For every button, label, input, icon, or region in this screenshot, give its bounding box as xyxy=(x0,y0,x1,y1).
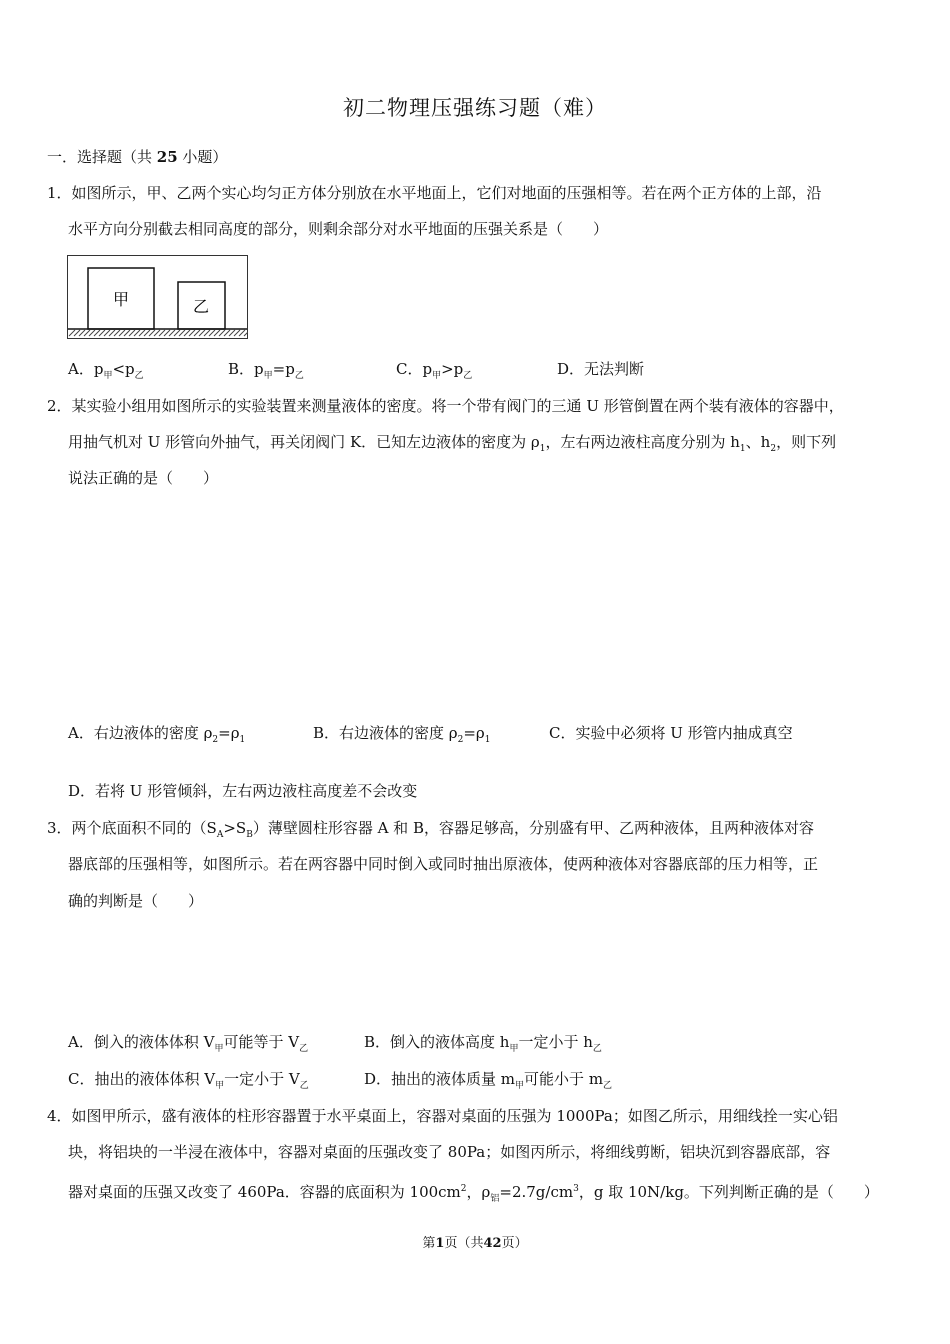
q2-line2: 用抽气机对 U 形管向外抽气，再关闭阀门 K．已知左边液体的密度为 $\rho_1$，左右两边液柱高度分别为 $h_1$、$h_2$，则下列 xyxy=(68,433,837,454)
hatch-stroke xyxy=(124,330,130,336)
q1-option-c: C．$p_甲>p_乙$ xyxy=(396,360,473,381)
hatch-stroke xyxy=(129,330,135,336)
hatch-stroke xyxy=(169,330,175,336)
hatch-stroke xyxy=(104,330,110,336)
q2-option-c: C．实验中必须将 U 形管内抽成真空 xyxy=(549,724,793,742)
hatch-stroke xyxy=(229,330,235,336)
q1-option-d: D．无法判断 xyxy=(557,360,645,378)
ground-hatch xyxy=(69,330,248,336)
q3-line3: 确的判断是（ ） xyxy=(68,892,204,910)
q3-line2: 器底部的压强相等，如图所示。若在两容器中同时倒入或同时抽出原液体，使两种液体对容器底部的压力相等，正 xyxy=(68,855,819,873)
hatch-stroke xyxy=(114,330,120,336)
q3-option-a: A．倒入的液体体积 $V_甲$可能等于 $V_乙$ xyxy=(68,1033,309,1054)
q2-option-a: A．右边液体的密度 $\rho_2=\rho_1$ xyxy=(68,724,246,745)
q4-line3: 器对桌面的压强又改变了 460Pa．容器的底面积为 $100cm^2$，$\rho_铝=2.7g/cm^3$，g 取 10N/kg。下列判断正确的是（ ） xyxy=(68,1183,879,1204)
hatch-stroke xyxy=(174,330,180,336)
hatch-stroke xyxy=(239,330,245,336)
hatch-stroke xyxy=(214,330,220,336)
hatch-stroke xyxy=(184,330,190,336)
q1-line2: 水平方向分别截去相同高度的部分，则剩余部分对水平地面的压强关系是（ ） xyxy=(68,220,609,238)
q3-option-c: C．抽出的液体体积 $V_甲$一定小于 $V_乙$ xyxy=(68,1070,309,1091)
q2-line1: 2．某实验小组用如图所示的实验装置来测量液体的密度。将一个带有阀门的三通 U 形管倒置在两个装有液体的容器中， xyxy=(47,397,844,415)
q1-option-a: A．$p_甲<p_乙$ xyxy=(68,360,144,381)
q2-line3: 说法正确的是（ ） xyxy=(68,469,219,487)
section-suffix: 小题） xyxy=(177,148,228,166)
hatch-stroke xyxy=(149,330,155,336)
hatch-stroke xyxy=(219,330,225,336)
hatch-stroke xyxy=(139,330,145,336)
q1-figure-cubes xyxy=(67,255,248,339)
hatch-stroke xyxy=(84,330,90,336)
q2-option-d: D．若将 U 形管倾斜，左右两边液柱高度差不会改变 xyxy=(68,782,418,800)
hatch-stroke xyxy=(109,330,115,336)
hatch-stroke xyxy=(144,330,150,336)
hatch-stroke xyxy=(224,330,230,336)
hatch-stroke xyxy=(74,330,80,336)
q1-line1: 1．如图所示，甲、乙两个实心均匀正方体分别放在水平地面上，它们对地面的压强相等。若在两个正方体的上部，沿 xyxy=(47,184,822,202)
page-footer: 第1页（共42页） xyxy=(422,1236,528,1251)
hatch-stroke xyxy=(94,330,100,336)
section-heading xyxy=(47,146,227,167)
hatch-stroke xyxy=(164,330,170,336)
section-prefix: 一．选择题（共 xyxy=(47,148,157,166)
hatch-stroke xyxy=(189,330,195,336)
q4-line1: 4．如图甲所示，盛有液体的柱形容器置于水平桌面上，容器对桌面的压强为 1000Pa；如图乙所示，用细线拴一实心铝 xyxy=(47,1107,838,1125)
page-title: 初二物理压强练习题（难） xyxy=(343,96,607,120)
q3-option-d: D．抽出的液体质量 $m_甲$可能小于 $m_乙$ xyxy=(364,1070,613,1091)
hatch-stroke xyxy=(199,330,205,336)
hatch-stroke xyxy=(99,330,105,336)
hatch-stroke xyxy=(79,330,85,336)
hatch-stroke xyxy=(179,330,185,336)
hatch-stroke xyxy=(134,330,140,336)
q4-line2: 块，将铝块的一半浸在液体中，容器对桌面的压强改变了 80Pa；如图丙所示，将细线剪断，铝块沉到容器底部，容 xyxy=(68,1143,831,1161)
hatch-stroke xyxy=(234,330,240,336)
q2-option-b: B．右边液体的密度 $\rho_2=\rho_1$ xyxy=(313,724,491,745)
hatch-stroke xyxy=(194,330,200,336)
cube-yi-label: 乙 xyxy=(192,297,210,316)
q3-line1: 3．两个底面积不同的$(S_A>S_B)$薄壁圆柱形容器 A 和 B，容器足够高，分别盛有甲、乙两种液体，且两种液体对容 xyxy=(47,819,814,840)
hatch-stroke xyxy=(69,330,75,336)
cube-jia-label: 甲 xyxy=(112,290,130,309)
hatch-stroke xyxy=(209,330,215,336)
q1-option-b: B．$p_甲=p_乙$ xyxy=(228,360,304,381)
section-count: 25 xyxy=(156,148,178,166)
q3-option-b: B．倒入的液体高度 $h_甲$一定小于 $h_乙$ xyxy=(364,1033,602,1054)
hatch-stroke xyxy=(159,330,165,336)
hatch-stroke xyxy=(204,330,210,336)
hatch-stroke xyxy=(89,330,95,336)
hatch-stroke xyxy=(119,330,125,336)
hatch-stroke xyxy=(154,330,160,336)
